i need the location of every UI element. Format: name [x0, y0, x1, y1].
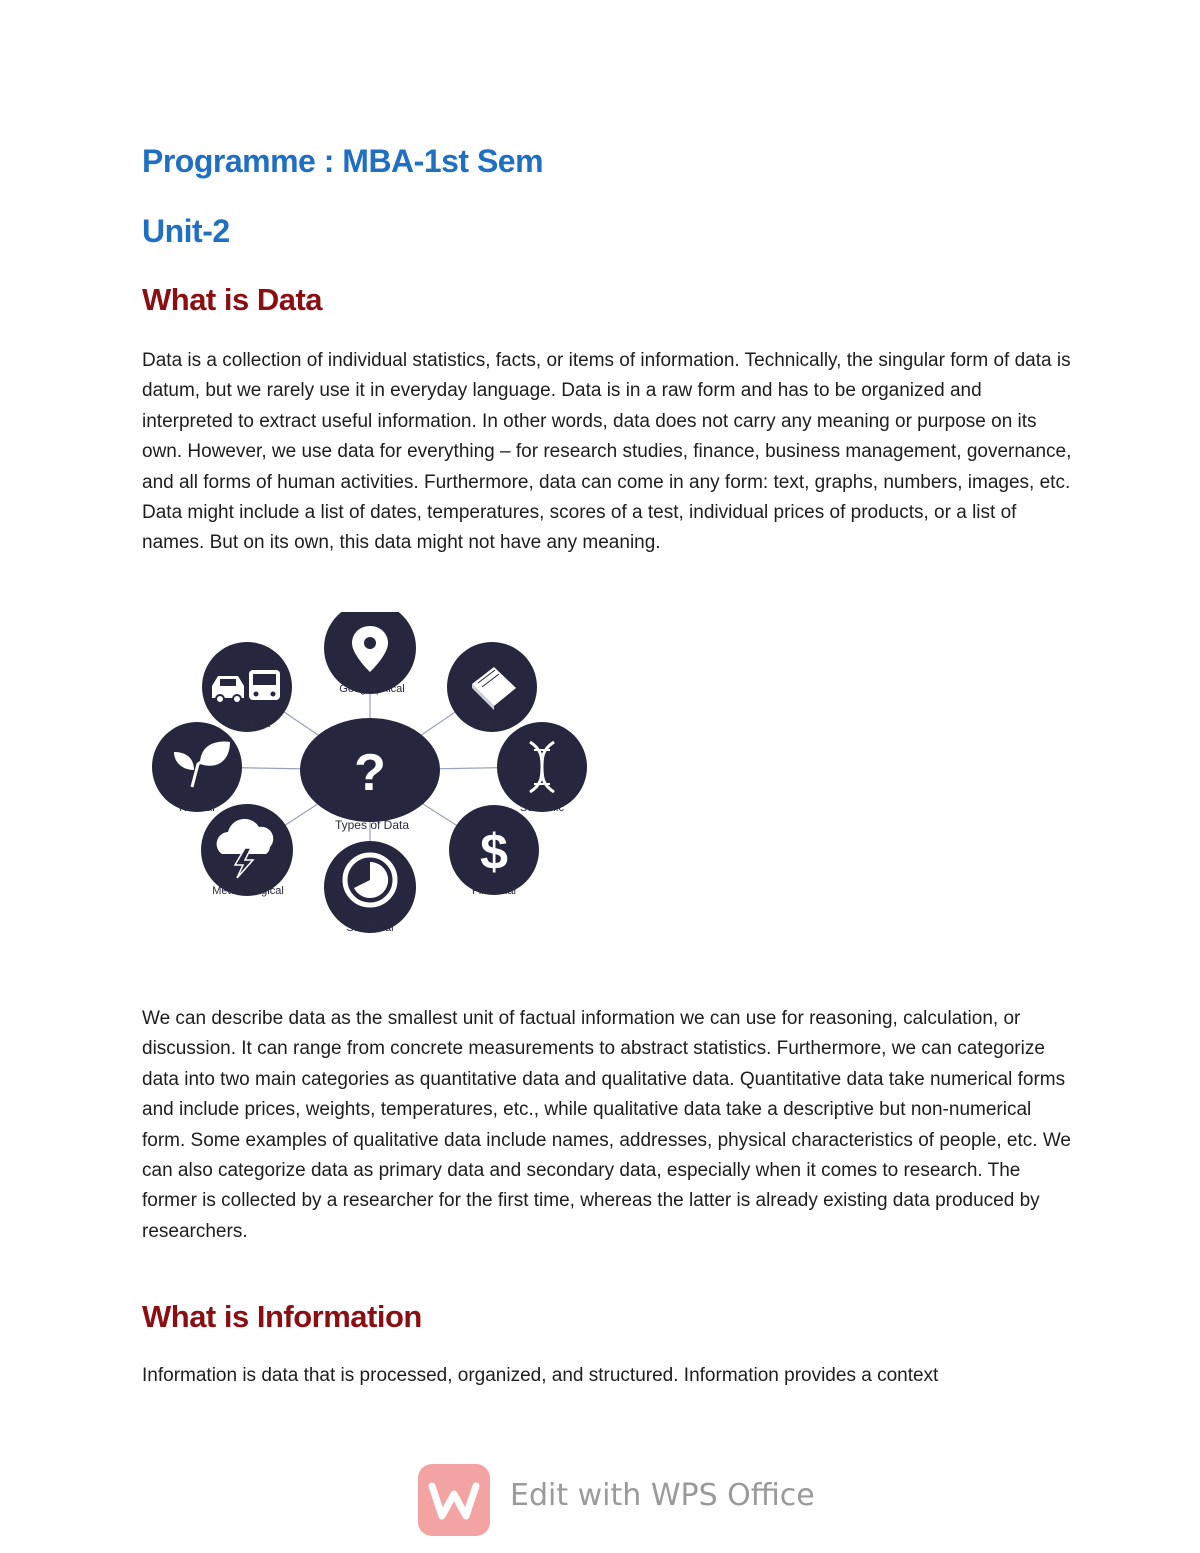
center-node [300, 718, 440, 832]
node-meteorological [201, 804, 293, 897]
wps-watermark-text: Edit with WPS Office [510, 1478, 815, 1513]
node-natural [152, 722, 242, 814]
node-label-cultural: Cultural [472, 718, 510, 730]
center-label: Types of Data [334, 818, 410, 832]
programme-heading: Programme : MBA-1st Sem [142, 143, 544, 179]
node-financial [449, 805, 539, 897]
dollar-icon: $ [480, 824, 508, 880]
node-label-financial: Financial [471, 885, 517, 897]
node-transport [202, 642, 292, 732]
node-label-meteorological: Meteorological [212, 885, 284, 897]
node-scientific [497, 722, 587, 814]
data-paragraph-2: We can describe data as the smallest unit of factual information we can use for reasoning, calculation, or discussion. It can range from concrete measurements to abstract statistics. Furthermore, we can categorize data into two main categories as quantitative data and qualitative data. Quantitative data take numerical forms and include prices, weights, temperatures, etc., while qualitative data take a descriptive but non-numerical form. Some examples of qualitative data include names, addresses, physical characteristics of people, etc. We can also categorize data as primary data and secondary data, especially when it comes to research. The former is collected by a researcher for the first time, whereas the latter is already existing data produced by researchers. [142, 1008, 1071, 1242]
node-label-natural: Natural [179, 802, 215, 814]
node-label-statistical: Statistical [346, 922, 394, 934]
node-geographical [324, 612, 416, 695]
unit-heading: Unit-2 [142, 213, 230, 249]
question-mark-icon: ? [354, 744, 386, 802]
wps-watermark[interactable] [418, 1464, 818, 1538]
node-cultural [447, 642, 537, 732]
node-label-scientific: Scientific [519, 802, 565, 814]
node-label-transport: Transport [223, 718, 271, 730]
data-section-heading: What is Data [142, 282, 323, 317]
information-paragraph: Information is data that is processed, organized, and structured. Information provides a context [142, 1365, 939, 1386]
information-section-heading: What is Information [142, 1299, 422, 1334]
types-of-data-diagram [142, 612, 602, 942]
data-paragraph-1: Data is a collection of individual statistics, facts, or items of information. Technically, the singular form of data is datum, but we rarely use it in everyday language. Data is in a raw form and has to be organized and interpreted to extract useful information. In other words, data does not carry any meaning or purpose on its own. However, we use data for everything – for research studies, finance, business management, governance, and all forms of human activities. Furthermore, data can come in any form: text, graphs, numbers, images, etc. Data might include a list of dates, temperatures, scores of a test, individual prices of products, or a list of names. But on its own, this data might not have any meaning. [142, 350, 1072, 554]
node-label-geographical: Geographical [339, 683, 405, 695]
wps-logo-icon [418, 1464, 490, 1536]
node-statistical [324, 841, 416, 934]
